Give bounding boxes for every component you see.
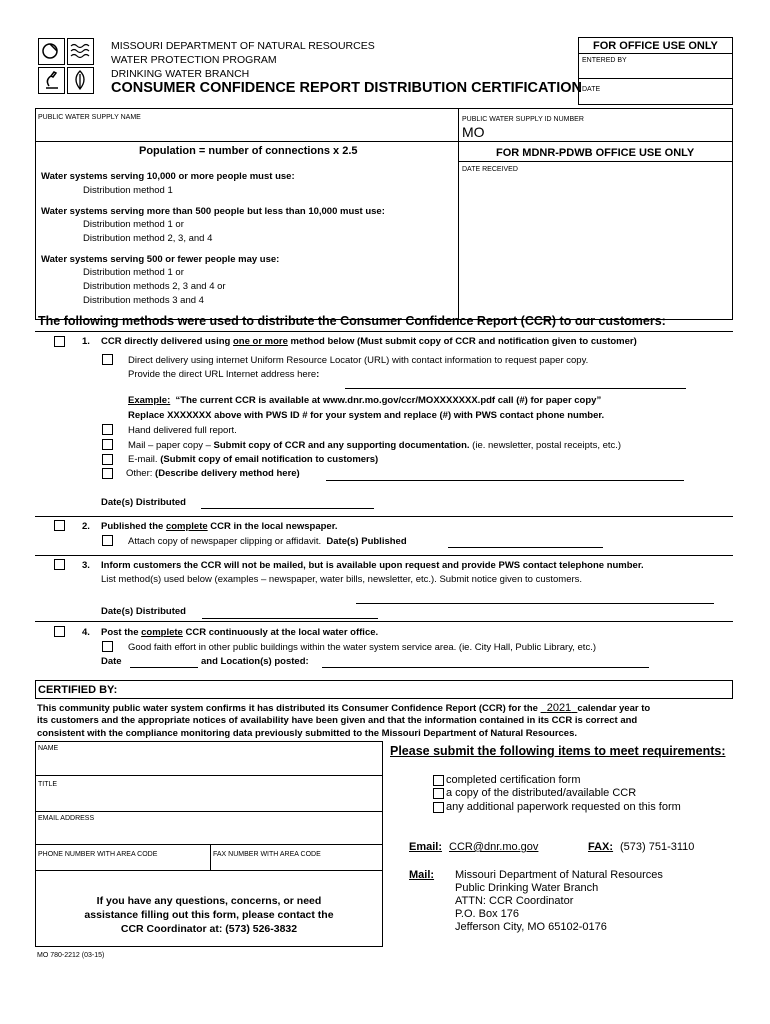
method3-number: 3. — [82, 560, 90, 571]
mdnr-office-use: FOR MDNR-PDWB OFFICE USE ONLY — [496, 147, 695, 159]
method4-number: 4. — [82, 627, 90, 638]
submit-form-checkbox[interactable] — [433, 775, 444, 786]
supply-id-label: PUBLIC WATER SUPPLY ID NUMBER — [462, 116, 584, 123]
certified-heading: CERTIFIED BY: — [38, 684, 118, 696]
hand-delivered-label: Hand delivered full report. — [128, 425, 237, 436]
mail-checkbox[interactable] — [102, 439, 113, 450]
submit-mail-label: Mail: — [409, 869, 435, 881]
title-field[interactable] — [37, 790, 381, 810]
method1-dates-field[interactable] — [201, 497, 374, 508]
group2-line2: Distribution method 2, 3, and 4 — [83, 233, 213, 244]
mail-address-line1: Missouri Department of Natural Resources — [455, 869, 663, 881]
entered-by-field[interactable] — [579, 65, 731, 77]
contact-line1: If you have any questions, concerns, or need — [96, 895, 322, 907]
email-checkbox[interactable] — [102, 454, 113, 465]
method4-date-label: Date — [101, 656, 122, 667]
group3-heading: Water systems serving 500 or fewer people may use: — [41, 254, 280, 265]
entered-by-label: ENTERED BY — [582, 57, 627, 64]
group1-line1: Distribution method 1 — [83, 185, 173, 196]
date-received-label: DATE RECEIVED — [462, 166, 518, 173]
newspaper-attach-checkbox[interactable] — [102, 535, 113, 546]
method3-instructions: List method(s) used below (examples – newspaper, water bills, newsletter, etc.). Submit notice given to customers. — [101, 574, 583, 585]
title-label: TITLE — [38, 781, 58, 788]
submit-ccr-checkbox[interactable] — [433, 788, 444, 799]
office-date-label: DATE — [582, 86, 601, 93]
method3-checkbox[interactable] — [54, 559, 65, 570]
office-use-heading: FOR OFFICE USE ONLY — [593, 40, 718, 52]
method4-location-label: and Location(s) posted: — [201, 656, 309, 667]
method1-dates-label: Date(s) Distributed — [101, 497, 186, 508]
date-received-field[interactable] — [460, 175, 730, 315]
phone-label: PHONE NUMBER WITH AREA CODE — [38, 851, 158, 858]
method2-checkbox[interactable] — [54, 520, 65, 531]
other-checkbox[interactable] — [102, 468, 113, 479]
certified-statement-line2: its customers and the appropriate notices of availability have been given and that the information contained in its CCR is correct and — [37, 715, 638, 726]
certified-statement-line3: consistent with the compliance monitoring data previously submitted to the Missouri Department of Natural Resources. — [37, 728, 578, 739]
form-title: CONSUMER CONFIDENCE REPORT DISTRIBUTION CERTIFICATION — [111, 80, 582, 96]
example-text: Example: “The current CCR is available at www.dnr.mo.gov/ccr/MOXXXXXXX.pdf call (#) for paper copy” — [128, 395, 602, 406]
office-date-field[interactable] — [579, 93, 731, 102]
date-published-field[interactable] — [448, 537, 603, 547]
water-waves-logo-icon — [67, 38, 94, 65]
mail-address-line4: P.O. Box 176 — [455, 908, 520, 920]
mail-address-line5: Jefferson City, MO 65102-0176 — [455, 921, 607, 933]
group3-line1: Distribution method 1 or — [83, 267, 184, 278]
good-faith-checkbox[interactable] — [102, 641, 113, 652]
submit-paperwork-checkbox[interactable] — [433, 802, 444, 813]
group2-heading: Water systems serving more than 500 people but less than 10,000 must use: — [41, 206, 385, 217]
direct-url-field[interactable] — [345, 374, 686, 388]
submit-item3: any additional paperwork requested on this form — [446, 801, 681, 813]
certified-statement-line1: This community public water system confirms it has distributed its Consumer Confidence Report (CCR) for the 2021 calendar year to — [37, 702, 651, 714]
name-field[interactable] — [37, 754, 381, 774]
direct-delivery-checkbox[interactable] — [102, 354, 113, 365]
good-faith-label: Good faith effort in other public buildings within the water system service area. (ie. City Hall, Public Library, etc.) — [128, 642, 596, 653]
program-name: WATER PROTECTION PROGRAM — [111, 54, 277, 66]
supply-id-prefix: MO — [462, 124, 485, 140]
method3-methods-field[interactable] — [356, 592, 714, 603]
leaf-logo-icon — [67, 67, 94, 94]
group1-heading: Water systems serving 10,000 or more people must use: — [41, 171, 295, 182]
submit-email-link[interactable]: CCR@dnr.mo.gov — [449, 841, 539, 853]
method4-date-field[interactable] — [130, 657, 198, 667]
mail-label: Mail – paper copy – Submit copy of CCR and any supporting documentation. (ie. newsletter, postal receipts, etc.) — [128, 440, 622, 451]
submit-heading: Please submit the following items to meet requirements: — [390, 744, 726, 758]
method3-dates-field[interactable] — [202, 607, 378, 618]
method2-number: 2. — [82, 521, 90, 532]
population-formula: Population = number of connections x 2.5 — [139, 145, 358, 157]
fax-number-field[interactable] — [212, 859, 381, 869]
other-method-field[interactable] — [326, 470, 684, 480]
method3-text: Inform customers the CCR will not be mailed, but is available upon request and provide PWS contact telephone number. — [101, 560, 644, 571]
mail-address-line2: Public Drinking Water Branch — [455, 882, 599, 894]
email-address-field[interactable] — [37, 824, 381, 843]
newspaper-attach-label: Attach copy of newspaper clipping or affidavit. Date(s) Published — [128, 536, 407, 547]
supply-name-label: PUBLIC WATER SUPPLY NAME — [38, 114, 141, 121]
phone-field[interactable] — [37, 859, 209, 869]
agency-name: MISSOURI DEPARTMENT OF NATURAL RESOURCES — [111, 40, 375, 52]
mail-address-line3: ATTN: CCR Coordinator — [455, 895, 574, 907]
group3-line3: Distribution methods 3 and 4 — [83, 295, 204, 306]
email-label: E-mail. (Submit copy of email notification to customers) — [128, 454, 379, 465]
hand-delivered-checkbox[interactable] — [102, 424, 113, 435]
methods-heading: The following methods were used to distribute the Consumer Confidence Report (CCR) to our customers: — [38, 314, 666, 328]
direct-url-prompt: Provide the direct URL Internet address here: — [128, 369, 320, 380]
sun-logo-icon — [38, 38, 65, 65]
method2-text: Published the complete CCR in the local newspaper. — [101, 521, 338, 532]
group2-line1: Distribution method 1 or — [83, 219, 184, 230]
submit-email-label: Email: — [409, 841, 443, 853]
replace-instructions: Replace XXXXXXX above with PWS ID # for your system and replace (#) with PWS contact phone number. — [128, 410, 605, 421]
contact-line2: assistance filling out this form, please contact the — [84, 909, 334, 921]
submit-item2: a copy of the distributed/available CCR — [446, 787, 637, 799]
method1-number: 1. — [82, 336, 90, 347]
form-number: MO 780-2212 (03-15) — [37, 952, 105, 959]
method3-dates-label: Date(s) Distributed — [101, 606, 186, 617]
method1-checkbox[interactable] — [54, 336, 65, 347]
method4-checkbox[interactable] — [54, 626, 65, 637]
contact-line3: CCR Coordinator at: (573) 526-3832 — [120, 923, 298, 935]
group3-line2: Distribution methods 2, 3 and 4 or — [83, 281, 226, 292]
method4-location-field[interactable] — [322, 657, 649, 667]
microscope-logo-icon — [38, 67, 65, 94]
supply-id-field[interactable] — [484, 124, 730, 140]
branch-name: DRINKING WATER BRANCH — [111, 68, 250, 80]
submit-fax-value: (573) 751-3110 — [620, 841, 695, 853]
name-label: NAME — [38, 745, 59, 752]
supply-name-field[interactable] — [37, 123, 456, 140]
email-address-label: EMAIL ADDRESS — [38, 815, 95, 822]
submit-fax-label: FAX: — [588, 841, 614, 853]
other-label: Other: (Describe delivery method here) — [126, 468, 300, 479]
fax-number-label: FAX NUMBER WITH AREA CODE — [213, 851, 321, 858]
method4-text: Post the complete CCR continuously at the local water office. — [101, 627, 379, 638]
method1-text: CCR directly delivered using one or more method below (Must submit copy of CCR and notification given to customer) — [101, 336, 637, 347]
submit-item1: completed certification form — [446, 774, 581, 786]
direct-delivery-text: Direct delivery using internet Uniform Resource Locator (URL) with contact information to request paper copy. — [128, 355, 589, 366]
